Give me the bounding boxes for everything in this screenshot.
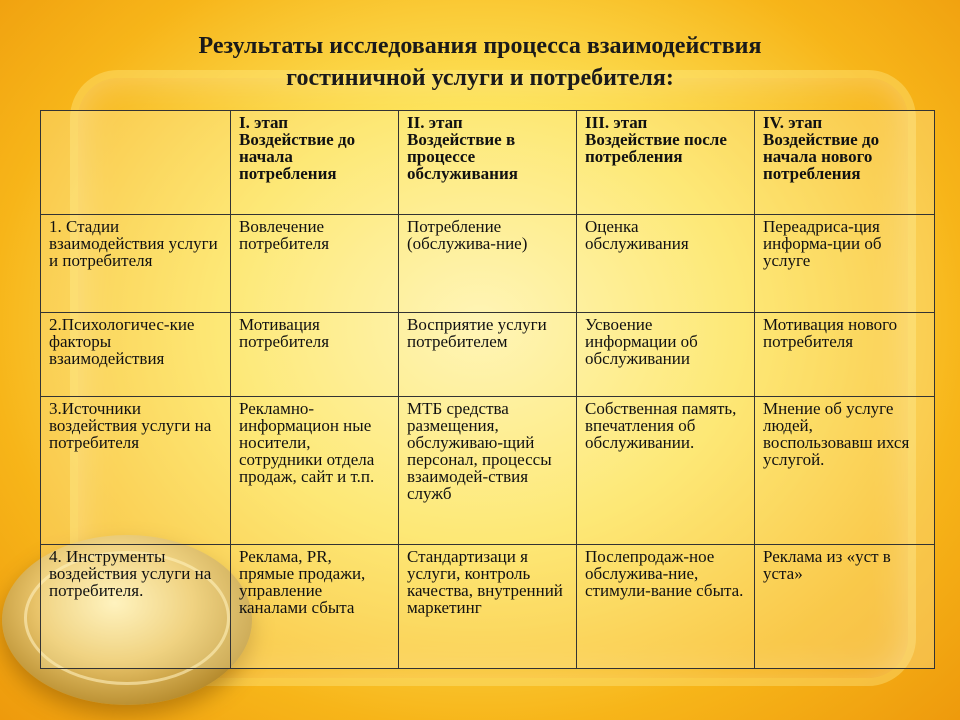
stage-description: Воздействие до начала нового потребления bbox=[763, 130, 880, 183]
row-label: 4. Инструменты воздействия услуги на потребителя. bbox=[41, 545, 231, 669]
stage-number: IV. этап bbox=[763, 113, 823, 132]
stage-number: III. этап bbox=[585, 113, 648, 132]
table-row bbox=[41, 545, 935, 669]
table-row bbox=[41, 215, 935, 313]
table-row bbox=[41, 397, 935, 545]
table-cell: Мнение об услуге людей, воспользовавш ихся услугой. bbox=[755, 397, 935, 545]
stage-number: I. этап bbox=[239, 113, 289, 132]
stage-header-2 bbox=[399, 111, 577, 215]
stage-header-1 bbox=[231, 111, 399, 215]
stage-header-3 bbox=[577, 111, 755, 215]
table-cell: Переадриса-ция информа-ции об услуге bbox=[755, 215, 935, 313]
table-cell: Мотивация потребителя bbox=[231, 313, 399, 397]
table-cell: Потребление (обслужива-ние) bbox=[399, 215, 577, 313]
table-cell: Оценка обслуживания bbox=[577, 215, 755, 313]
results-table bbox=[40, 110, 935, 669]
slide-title bbox=[0, 30, 960, 94]
table-cell: Рекламно-информацион ные носители, сотрудники отдела продаж, сайт и т.п. bbox=[231, 397, 399, 545]
title-line-1: Результаты исследования процесса взаимодействия bbox=[198, 33, 762, 59]
row-label: 2.Психологичес-кие факторы взаимодействия bbox=[41, 313, 231, 397]
table-cell: МТБ средства размещения, обслуживаю-щий персонал, процессы взаимодей-ствия служб bbox=[399, 397, 577, 545]
table-cell: Усвоение информации об обслуживании bbox=[577, 313, 755, 397]
table-row bbox=[41, 313, 935, 397]
stage-description: Воздействие после потребления bbox=[585, 130, 727, 166]
stage-description: Воздействие в процессе обслуживания bbox=[407, 130, 518, 183]
title-line-2: гостиничной услуги и потребителя: bbox=[286, 65, 674, 91]
corner-cell bbox=[41, 111, 231, 215]
table-header-row bbox=[41, 111, 935, 215]
table-cell: Мотивация нового потребителя bbox=[755, 313, 935, 397]
row-label: 3.Источники воздействия услуги на потребителя bbox=[41, 397, 231, 545]
table-cell: Вовлечение потребителя bbox=[231, 215, 399, 313]
stage-header-4 bbox=[755, 111, 935, 215]
table-cell: Послепродаж-ное обслужива-ние, стимули-вание сбыта. bbox=[577, 545, 755, 669]
table-cell: Восприятие услуги потребителем bbox=[399, 313, 577, 397]
table-cell: Реклама, PR, прямые продажи, управление каналами сбыта bbox=[231, 545, 399, 669]
table-cell: Собственная память, впечатления об обслуживании. bbox=[577, 397, 755, 545]
stage-number: II. этап bbox=[407, 113, 463, 132]
row-label: 1. Стадии взаимодействия услуги и потребителя bbox=[41, 215, 231, 313]
stage-description: Воздействие до начала потребления bbox=[239, 130, 356, 183]
table-cell: Реклама из «уст в уста» bbox=[755, 545, 935, 669]
table-cell: Стандартизаци я услуги, контроль качества, внутренний маркетинг bbox=[399, 545, 577, 669]
